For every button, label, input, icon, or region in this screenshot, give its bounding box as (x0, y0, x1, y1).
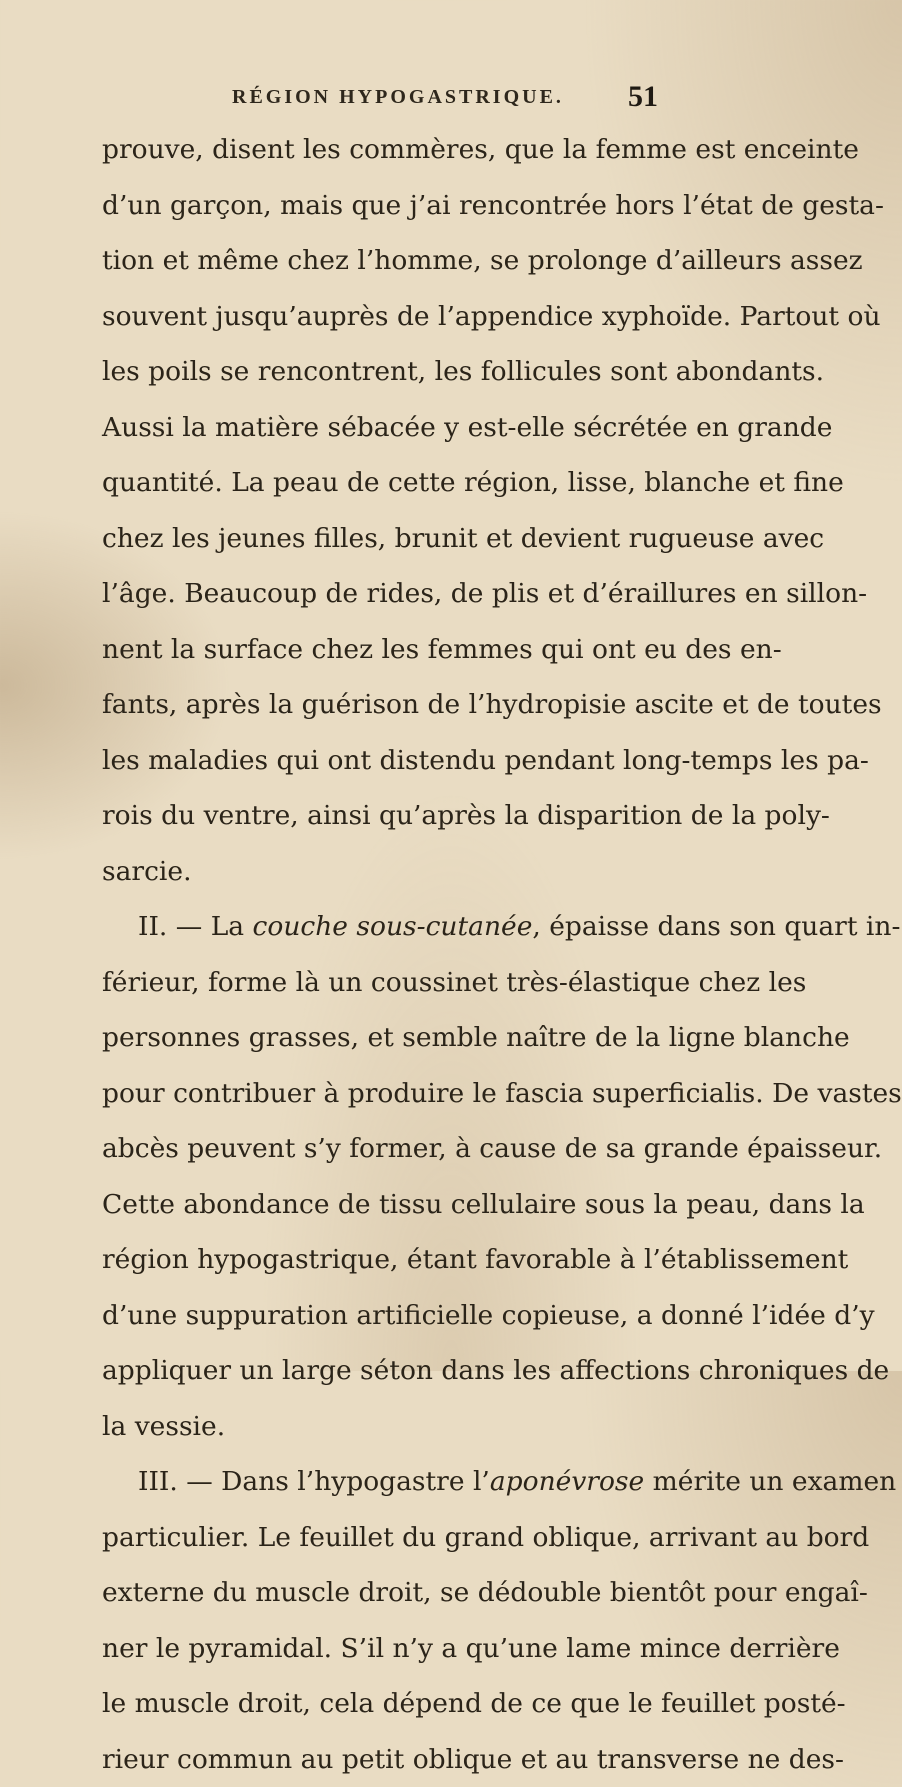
text-line: d’une suppuration artificielle copieuse, a donné l’idée d’y (102, 1288, 680, 1344)
text-line: appliquer un large séton dans les affections chroniques de (102, 1343, 680, 1399)
text-line: les maladies qui ont distendu pendant long-temps les pa- (102, 733, 680, 789)
text-line: d’un garçon, mais que j’ai rencontrée hors l’état de gesta- (102, 178, 680, 234)
text-line: l’âge. Beaucoup de rides, de plis et d’éraillures en sillon- (102, 566, 680, 622)
text-line: Aussi la matière sébacée y est-elle sécrétée en grande (102, 400, 680, 456)
running-head: RÉGION HYPOGASTRIQUE. (232, 86, 564, 109)
text-line: rois du ventre, ainsi qu’après la disparition de la poly- (102, 788, 680, 844)
text-line: férieur, forme là un coussinet très-élastique chez les (102, 955, 680, 1011)
page-number: 51 (628, 80, 658, 114)
text-line: ner le pyramidal. S’il n’y a qu’une lame mince derrière (102, 1621, 680, 1677)
section-lead: III. — Dans l’hypogastre l’ (138, 1466, 490, 1497)
text-line: le muscle droit, cela dépend de ce que le feuillet posté- (102, 1676, 680, 1732)
text-line: pour contribuer à produire le fascia superficialis. De vastes (102, 1066, 680, 1122)
text-line: chez les jeunes filles, brunit et devient rugueuse avec (102, 511, 680, 567)
text-line: abcès peuvent s’y former, à cause de sa grande épaisseur. (102, 1121, 680, 1177)
text-line: rieur commun au petit oblique et au transverse ne des- (102, 1732, 680, 1787)
text-line: particulier. Le feuillet du grand oblique, arrivant au bord (102, 1510, 680, 1566)
text-line: Cette abondance de tissu cellulaire sous la peau, dans la (102, 1177, 680, 1233)
section-lead: II. — La (138, 911, 253, 942)
text-line: fants, après la guérison de l’hydropisie ascite et de toutes (102, 677, 680, 733)
italic-term: couche sous-cutanée (253, 911, 533, 942)
text-line: souvent jusqu’auprès de l’appendice xyphoïde. Partout où (102, 289, 680, 345)
paragraph-1 (102, 122, 680, 899)
text-line: région hypogastrique, étant favorable à l’établissement (102, 1232, 680, 1288)
line-rest: , épaisse dans son quart in- (532, 911, 900, 942)
line-rest: mérite un examen (644, 1466, 896, 1497)
text-line: nent la surface chez les femmes qui ont eu des en- (102, 622, 680, 678)
paragraph-3 (102, 1454, 680, 1787)
page-header (0, 78, 800, 118)
text-line: externe du muscle droit, se dédouble bientôt pour engaî- (102, 1565, 680, 1621)
text-line: quantité. La peau de cette région, lisse, blanche et fine (102, 455, 680, 511)
text-line: la vessie. (102, 1399, 680, 1455)
text-line: les poils se rencontrent, les follicules sont abondants. (102, 344, 680, 400)
text-line: tion et même chez l’homme, se prolonge d’ailleurs assez (102, 233, 680, 289)
text-line: sarcie. (102, 844, 680, 900)
text-line (102, 1454, 680, 1510)
italic-term: aponévrose (490, 1466, 644, 1497)
body-text (102, 122, 680, 1787)
text-line (102, 899, 680, 955)
text-line: prouve, disent les commères, que la femme est enceinte (102, 122, 680, 178)
text-line: personnes grasses, et semble naître de la ligne blanche (102, 1010, 680, 1066)
paragraph-2 (102, 899, 680, 1454)
